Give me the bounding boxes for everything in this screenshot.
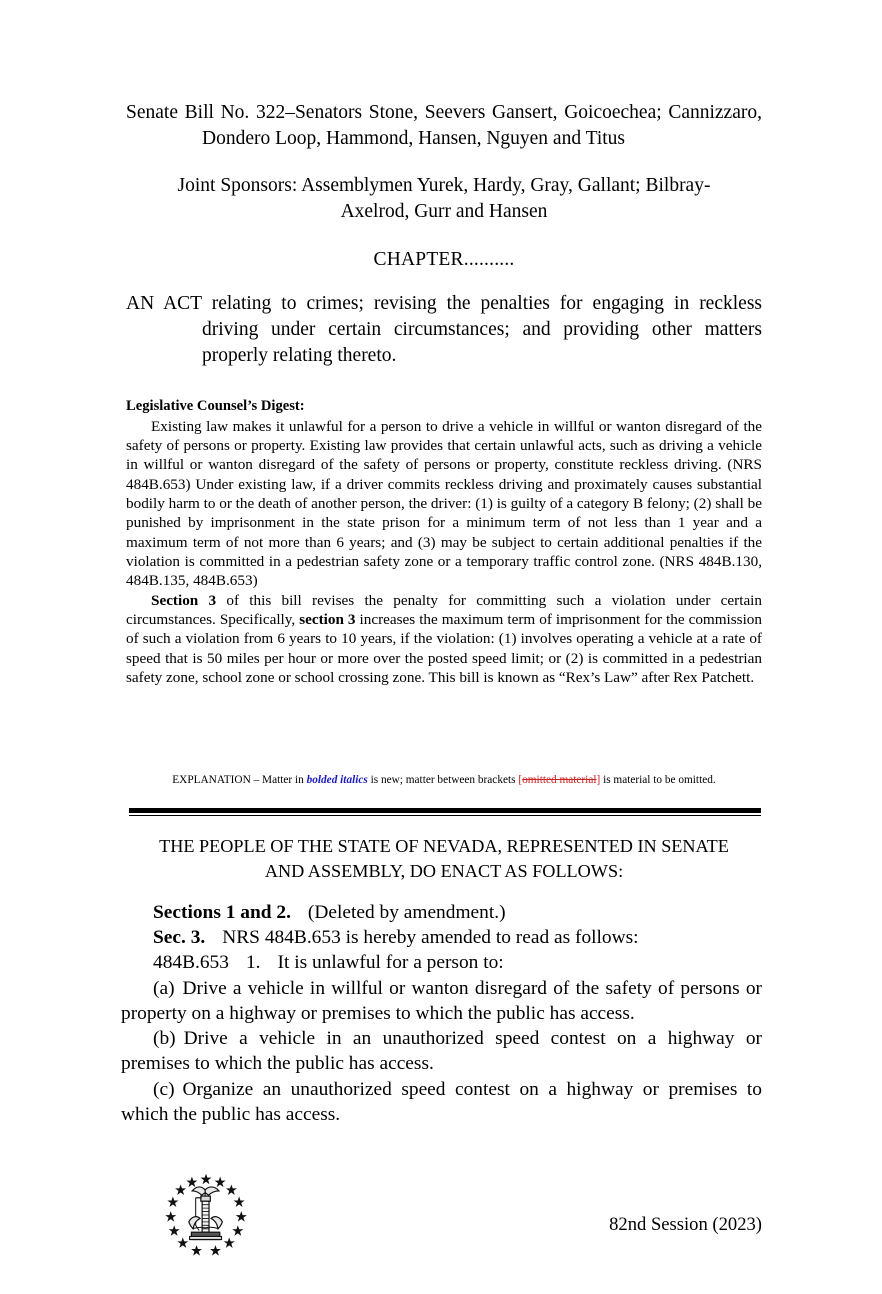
explanation-text-2: is new; matter between brackets [367,774,519,786]
explanation-label: EXPLANATION [172,774,251,786]
digest-section-ref-lead: Section 3 [151,591,217,609]
bill-body [121,900,762,1127]
sections-1-and-2-text: (Deleted by amendment.) [307,902,506,923]
nrs-subsection-1-line [121,950,762,975]
paragraph-c-label: (c) [153,1078,175,1100]
enacting-clause: THE PEOPLE OF THE STATE OF NEVADA, REPRESENTED IN SENATE AND ASSEMBLY, DO ENACT AS FOLLOWS: [159,836,729,881]
paragraph-b [121,1026,762,1076]
digest-section-ref-mid: section 3 [299,610,356,628]
paragraph-a-text: Drive a vehicle in willful or wanton disregard of the safety of persons or property on a highway or premises to which the public has access. [121,977,762,1024]
sections-1-and-2-line [121,900,762,925]
act-title [126,291,762,369]
nevada-state-seal-icon [163,1172,249,1258]
page-footer [121,1168,762,1264]
explanation-dash: – [250,774,263,786]
bill-number-text: Senate Bill No. 322–Senators Stone, Seevers Gansert, Goicoechea; Cannizzaro, Dondero Loop, Hammond, Hansen, Nguyen and Titus [126,102,762,149]
nrs-citation: 484B.653 [153,952,229,974]
act-title-text: AN ACT relating to crimes; revising the penalties for engaging in reckless driving under certain circumstances; and providing other matters properly relating thereto. [126,292,762,366]
bill-number-and-sponsors [126,100,762,151]
legislative-counsel-digest [126,397,762,687]
digest-paragraph-2 [126,591,762,688]
nrs-subsection-number: 1. [245,952,261,974]
explanation-omitted-matter-sample: omitted material [522,774,597,786]
nrs-lead-in-text: It is unlawful for a person to: [277,952,504,974]
explanation-text-1: Matter in [262,774,307,786]
explanation-new-matter-sample: bolded italics [306,774,368,786]
paragraph-b-text: Drive a vehicle in an unauthorized speed contest on a highway or premises to which the public has access. [121,1028,762,1075]
bill-header [126,100,762,369]
joint-sponsors-line: Joint Sponsors: Assemblymen Yurek, Hardy, Gray, Gallant; Bilbray-Axelrod, Gurr and Hansen [177,175,711,223]
explanation-bracket-close: ] [596,774,601,786]
digest-paragraph-1: Existing law makes it unlawful for a person to drive a vehicle in willful or wanton disregard of the safety of persons or property. Existing law provides that certain unlawful acts, such as driving a vehicle in willful or wanton disregard of the safety of persons or property, constitute reckless driving. (NRS 484B.653) Under existing law, if a driver commits reckless driving and proximately causes substantial bodily harm to or the death of another person, the driver: (1) is guilty of a category B felony; (2) shall be punished by imprisonment in the state prison for a minimum term of not less than 1 year and a maximum term of not more than 6 years; and (3) may be subject to certain additional penalties if the violation is committed in a pedestrian safety zone or a temporary traffic control zone. (NRS 484B.130, 484B.135, 484B.653) [126,417,763,590]
paragraph-a [121,976,762,1026]
sec-3-line [121,925,762,950]
sec-3-label: Sec. 3. [153,927,206,949]
session-label: 82nd Session (2023) [609,1214,762,1235]
chapter-line: CHAPTER.......... [373,248,515,270]
paragraph-a-label: (a) [153,977,175,999]
digest-heading: Legislative Counsel’s Digest: [126,398,305,414]
sections-1-and-2-label: Sections 1 and 2. [153,902,291,923]
explanation-note [126,774,762,788]
divider-thin-rule [129,815,761,816]
section-divider [129,808,761,816]
explanation-bracket-open: [ [518,774,523,786]
digest-p2-part-a: of this bill revises the penalty for committing such a violation under certain circumstances. Specifically, [126,591,762,628]
paragraph-b-label: (b) [153,1028,176,1050]
sec-3-text: NRS 484B.653 is hereby amended to read as follows: [222,927,639,949]
digest-p2-part-b: increases the maximum term of imprisonment for the commission of such a violation from 6 years to 10 years, if the violation: (1) involves operating a vehicle at a rate of speed that is 50 miles per hour or more over the posted speed limit; or (2) is committed in a pedestrian safety zone, school zone or school crossing zone. This bill is known as “Rex’s Law” after Rex Patchett. [126,610,762,686]
paragraph-c [121,1077,762,1127]
explanation-text-3: is material to be omitted. [600,774,716,786]
paragraph-c-text: Organize an unauthorized speed contest on a highway or premises to which the public has access. [121,1078,762,1125]
